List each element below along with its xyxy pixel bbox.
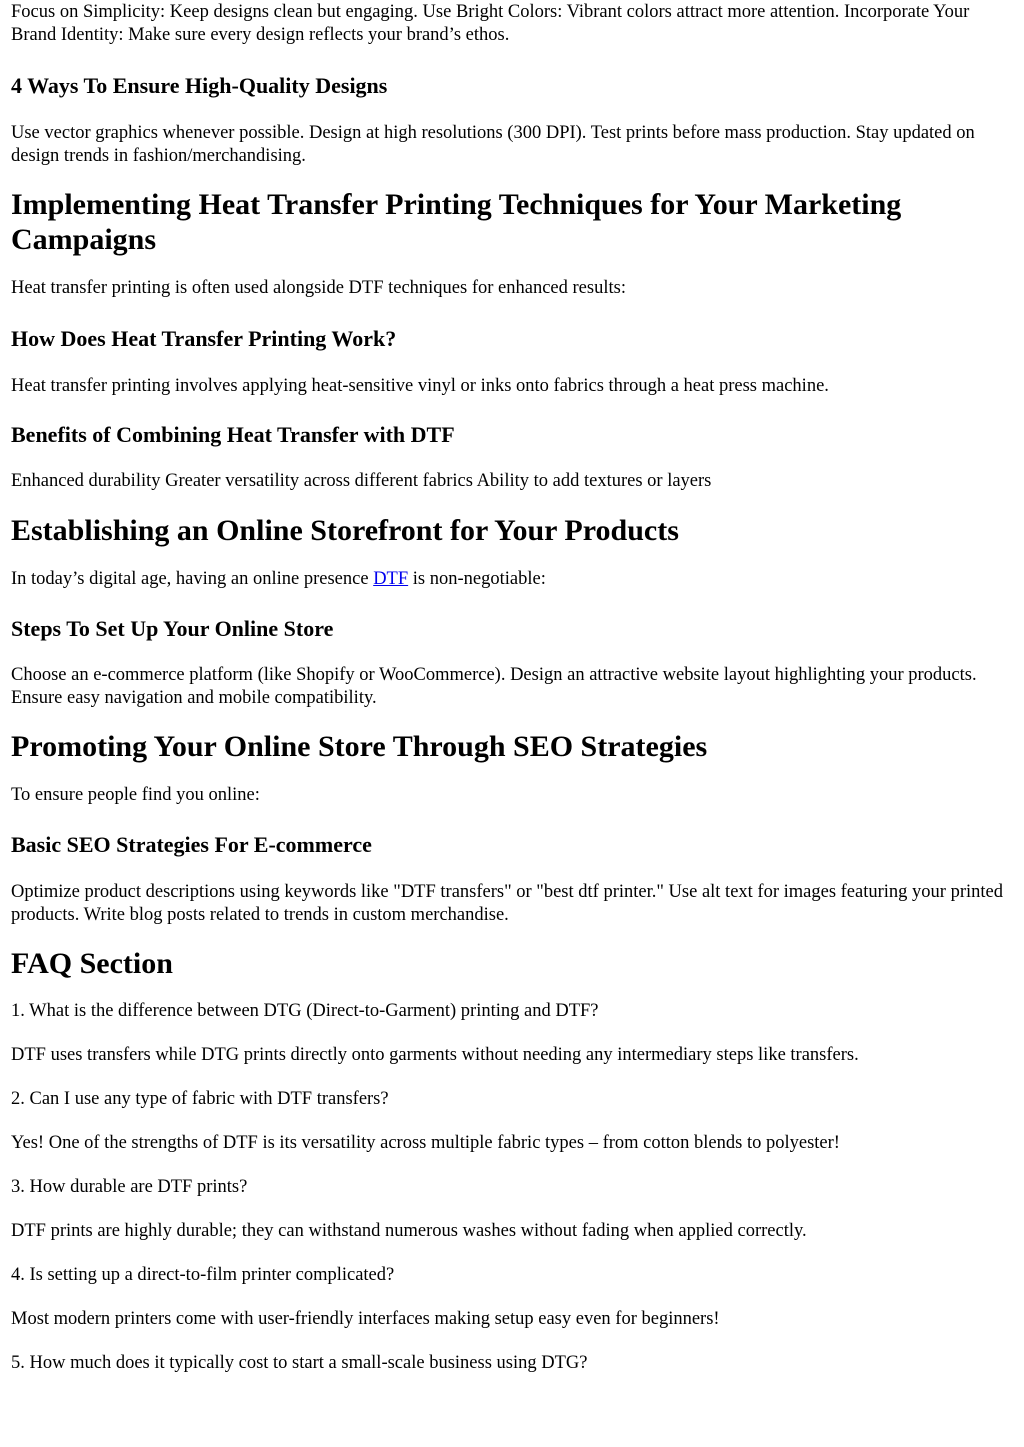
faq-question-5: 5. How much does it typically cost to start a small-scale business using DTG? bbox=[11, 1353, 588, 1373]
faq-question-3: 3. How durable are DTF prints? bbox=[11, 1177, 248, 1197]
article-body bbox=[0, 1, 1024, 1375]
heading-benefits-combining: Benefits of Combining Heat Transfer with DTF bbox=[11, 422, 455, 447]
paragraph-online-presence bbox=[11, 568, 1014, 591]
paragraph-heat-transfer-explained: Heat transfer printing involves applying heat-sensitive vinyl or inks onto fabrics through a heat press machine. bbox=[11, 376, 829, 396]
online-presence-text-before: In today’s digital age, having an online presence bbox=[11, 569, 374, 589]
heading-how-heat-transfer-works: How Does Heat Transfer Printing Work? bbox=[11, 326, 397, 351]
faq-answer-3: DTF prints are highly durable; they can withstand numerous washes without fading when applied correctly. bbox=[11, 1221, 807, 1241]
paragraph-seo-tips: Optimize product descriptions using keywords like "DTF transfers" or "best dtf printer." Use alt text for images featuring your printed products. Write blog posts related to trends in custom merchandise. bbox=[11, 882, 1003, 925]
faq-question-2: 2. Can I use any type of fabric with DTF transfers? bbox=[11, 1089, 389, 1109]
online-presence-text-after: is non-negotiable: bbox=[408, 569, 546, 589]
faq-answer-1: DTF uses transfers while DTG prints directly onto garments without needing any intermediary steps like transfers. bbox=[11, 1045, 859, 1065]
paragraph-design-tips: Focus on Simplicity: Keep designs clean but engaging. Use Bright Colors: Vibrant colors attract more attention. Incorporate Your Brand Identity: Make sure every design reflects your brand’s ethos. bbox=[11, 2, 970, 45]
faq-question-1: 1. What is the difference between DTG (Direct-to-Garment) printing and DTF? bbox=[11, 1001, 599, 1021]
dtf-link[interactable]: DTF bbox=[373, 569, 409, 589]
faq-question-4: 4. Is setting up a direct-to-film printer complicated? bbox=[11, 1265, 395, 1285]
heading-setup-store-steps: Steps To Set Up Your Online Store bbox=[11, 616, 334, 641]
paragraph-benefits: Enhanced durability Greater versatility across different fabrics Ability to add textures or layers bbox=[11, 471, 712, 491]
heading-faq-section: FAQ Section bbox=[11, 947, 173, 980]
paragraph-quality-tips: Use vector graphics whenever possible. Design at high resolutions (300 DPI). Test prints before mass production. Stay updated on design trends in fashion/merchandising. bbox=[11, 123, 975, 166]
faq-answer-4: Most modern printers come with user-friendly interfaces making setup easy even for beginners! bbox=[11, 1309, 720, 1329]
heading-online-storefront: Establishing an Online Storefront for Your Products bbox=[11, 514, 679, 547]
heading-basic-seo: Basic SEO Strategies For E-commerce bbox=[11, 832, 372, 857]
heading-high-quality-designs: 4 Ways To Ensure High-Quality Designs bbox=[11, 73, 388, 98]
paragraph-store-steps: Choose an e-commerce platform (like Shopify or WooCommerce). Design an attractive website layout highlighting your products. Ensure easy navigation and mobile compatibility. bbox=[11, 665, 977, 708]
heading-heat-transfer: Implementing Heat Transfer Printing Techniques for Your Marketing Campaigns bbox=[11, 188, 902, 256]
heading-seo-strategies: Promoting Your Online Store Through SEO Strategies bbox=[11, 730, 708, 763]
paragraph-seo-intro: To ensure people find you online: bbox=[11, 785, 260, 805]
paragraph-heat-transfer-intro: Heat transfer printing is often used alongside DTF techniques for enhanced results: bbox=[11, 278, 626, 298]
faq-answer-2: Yes! One of the strengths of DTF is its versatility across multiple fabric types – from cotton blends to polyester! bbox=[11, 1133, 840, 1153]
